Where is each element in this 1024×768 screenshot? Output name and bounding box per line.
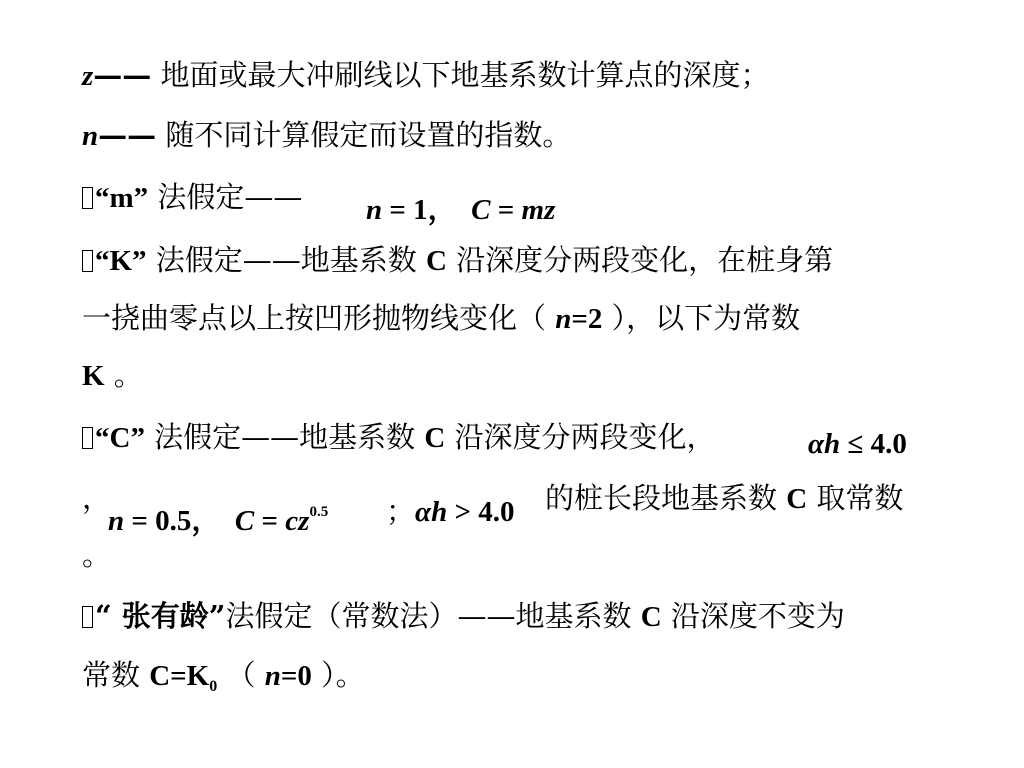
k-method-label: “K” — [95, 245, 147, 277]
period: 。 — [82, 538, 112, 572]
bullet-icon — [82, 427, 93, 449]
zhang-method-n-val: =0 — [280, 660, 312, 692]
k-method-c: C — [426, 245, 447, 277]
k-method-line2-text1: 一挠曲零点以上按凹形抛物线变化（ — [82, 301, 556, 335]
formula-n-eq: = 0.5， — [124, 505, 221, 537]
definition-n — [82, 115, 571, 156]
k-method-end: 。 — [104, 358, 143, 392]
k-method-k: K — [82, 360, 105, 392]
zhang-method-label: “ 张有龄” — [95, 599, 226, 633]
definition-z-text: 地面或最大冲刷线以下地基系数计算点的深度； — [151, 58, 770, 92]
zhang-method-ck-sub: 0 — [209, 678, 218, 695]
m-method-formula — [366, 190, 555, 230]
paren-close: ）。 — [311, 658, 365, 692]
bullet-icon — [82, 250, 93, 272]
formula-exponent: 0.5 — [309, 504, 329, 520]
alpha-symbol: α — [415, 496, 432, 528]
zhang-method-ck: C=K — [149, 660, 210, 692]
paren-open: （ — [217, 658, 265, 692]
variable-n: n — [82, 120, 99, 152]
definition-z — [82, 55, 770, 96]
dash: —— — [93, 58, 152, 92]
formula-n: n — [108, 505, 125, 537]
k-method-n: n — [555, 303, 572, 335]
formula-n: n — [366, 194, 383, 226]
formula-c-eq: = — [490, 194, 522, 226]
c-method-tail2: 取常数 — [807, 481, 904, 515]
zhang-method-text1: 法假定（常数法）——地基系数 — [225, 599, 641, 633]
k-method-line1 — [82, 240, 833, 281]
c-method-text1: 法假定——地基系数 — [144, 420, 425, 454]
c-method-formula — [108, 492, 328, 541]
k-method-line3 — [82, 355, 143, 396]
m-method-text: 法假定—— — [148, 180, 303, 214]
c-method-text2: 沿深度分两段变化， — [445, 420, 716, 454]
c-method-c: C — [424, 422, 446, 454]
zhang-method-line2-text1: 常数 — [82, 658, 150, 692]
alpha-symbol: α — [808, 428, 825, 460]
zhang-method-line2 — [82, 655, 365, 707]
c-method-tail-c: C — [786, 483, 808, 515]
condition1-relation: ≤ 4.0 — [840, 428, 907, 460]
c-method-tail1: 的桩长段地基系数 — [545, 481, 787, 515]
k-method-line2-text2: ），以下为常数 — [602, 301, 801, 335]
c-method-tail — [545, 478, 903, 519]
bullet-icon — [82, 606, 93, 628]
variable-z: z — [82, 60, 94, 92]
k-method-line2 — [82, 298, 800, 339]
formula-n-eq: = 1， — [382, 194, 457, 226]
definition-n-text: 随不同计算假定而设置的指数。 — [156, 118, 572, 152]
c-method-label: “C” — [95, 422, 145, 454]
zhang-method-text2: 沿深度不变为 — [661, 599, 845, 633]
zhang-method-n: n — [264, 660, 281, 692]
zhang-method-c: C — [640, 601, 662, 633]
k-method-n-val: =2 — [571, 303, 603, 335]
formula-c: C — [234, 505, 255, 537]
k-method-text2: 沿深度分两段变化，在桩身第 — [446, 243, 834, 277]
k-method-text1: 法假定——地基系数 — [146, 243, 426, 277]
h-symbol: h — [824, 428, 841, 460]
semicolon: ； — [386, 496, 416, 528]
formula-cz: cz — [285, 505, 310, 537]
formula-c-eq: = — [254, 505, 286, 537]
c-method-period — [82, 535, 111, 575]
m-method-label: “m” — [95, 182, 149, 214]
comma: ， — [82, 481, 112, 515]
formula-mz: mz — [521, 194, 556, 226]
condition2-relation: > 4.0 — [447, 496, 515, 528]
zhang-method-line1 — [82, 596, 845, 637]
c-method-condition1 — [808, 424, 907, 464]
h-symbol: h — [431, 496, 448, 528]
c-method-line1 — [82, 417, 716, 458]
c-method-comma — [82, 478, 111, 518]
formula-c: C — [471, 194, 491, 226]
c-method-condition2 — [386, 492, 514, 532]
bullet-icon — [82, 187, 93, 209]
dash: —— — [98, 118, 157, 152]
m-method-heading — [82, 177, 302, 218]
